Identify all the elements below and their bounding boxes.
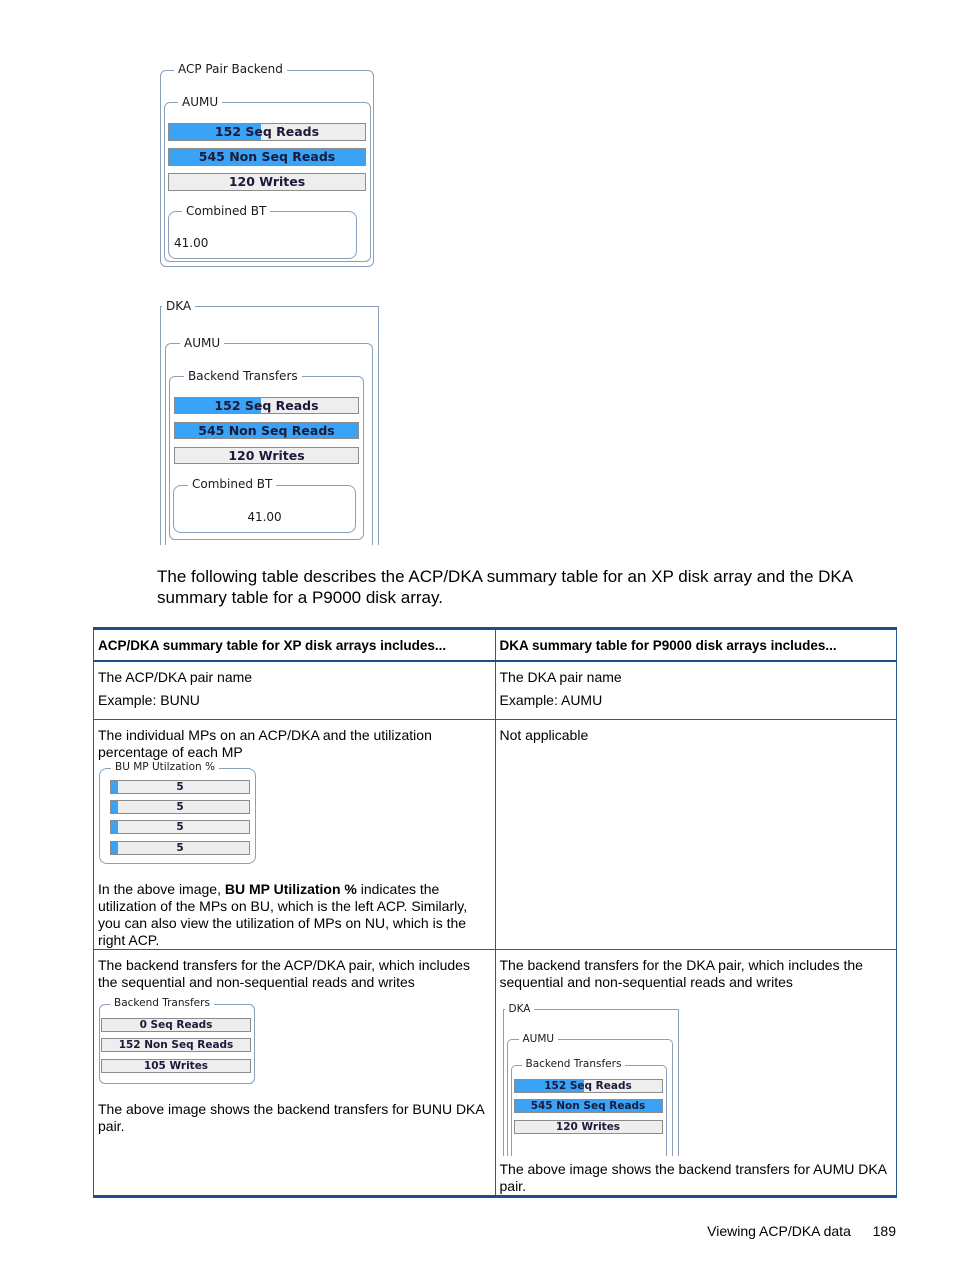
non-seq-reads-bar [174, 422, 359, 439]
seq-reads-bar [101, 1018, 251, 1032]
table-cell-text: The backend transfers for the ACP/DKA pair, which includes the sequential and non-sequential reads and writes [98, 956, 470, 990]
seq-reads-label: 152 Seq Reads [544, 1079, 632, 1092]
combined-bt-value: 41.00 [247, 510, 282, 524]
combined-bt-group [168, 211, 357, 259]
summary-table [93, 627, 897, 1198]
aumu-title: AUMU [519, 1034, 559, 1045]
mp-bar-label: 5 [176, 780, 184, 793]
seq-reads-label: 152 Seq Reads [214, 124, 320, 139]
backend-transfers-title: Backend Transfers [184, 370, 302, 382]
intro-paragraph: The following table describes the ACP/DKA summary table for an XP disk array and the DKA summary table for a P9000 disk array. [157, 567, 853, 607]
combined-bt-group [173, 485, 356, 533]
page-footer [707, 1223, 896, 1239]
mp-bar [110, 820, 250, 834]
writes-label: 120 Writes [228, 448, 305, 463]
aumu-backend-note: The above image shows the backend transfers for AUMU DKA pair. [499, 1160, 887, 1194]
aumu-title: AUMU [180, 337, 224, 349]
acp-pair-backend-title: ACP Pair Backend [174, 63, 287, 75]
dka-title: DKA [505, 1004, 535, 1015]
table-cell-text: The ACP/DKA pair name [98, 669, 253, 685]
non-seq-reads-bar [168, 148, 366, 166]
combined-bt-value: 41.00 [174, 236, 209, 250]
combined-bt-title: Combined BT [188, 478, 276, 490]
non-seq-reads-bar [101, 1038, 251, 1052]
mp-bar-label: 5 [176, 800, 184, 813]
dka-title: DKA [162, 300, 195, 312]
footer-section-title: Viewing ACP/DKA data [707, 1223, 851, 1239]
table-cell-text: The backend transfers for the DKA pair, which includes the sequential and non-sequential reads and writes [499, 956, 863, 990]
backend-transfers-title: Backend Transfers [522, 1059, 626, 1070]
mp-bar-label: 5 [176, 841, 184, 854]
table-cell-text: Not applicable [499, 726, 589, 743]
mp-bar-label: 5 [176, 820, 184, 833]
table-cell-text: The individual MPs on an ACP/DKA and the utilization percentage of each MP [98, 726, 432, 760]
non-seq-reads-bar [514, 1099, 663, 1113]
non-seq-reads-label: 152 Non Seq Reads [118, 1038, 234, 1051]
seq-reads-bar [174, 397, 359, 414]
seq-reads-bar [514, 1079, 663, 1093]
table-header-row [94, 629, 897, 662]
note-text: indicates the utilization of the MPs on BU, which is the left ACP. Similarly, you can also view the utilization of MPs on NU, which is the right ACP. [98, 880, 468, 948]
writes-label: 120 Writes [228, 174, 306, 189]
table-row [94, 949, 897, 1196]
seq-reads-label: 0 Seq Reads [139, 1018, 213, 1031]
mp-bar [110, 800, 250, 814]
note-text: In the above image, [98, 880, 225, 897]
table-row [94, 661, 897, 719]
mp-bar [110, 841, 250, 855]
writes-label: 105 Writes [143, 1059, 209, 1072]
writes-bar [168, 173, 366, 191]
aumu-title: AUMU [178, 96, 222, 108]
non-seq-reads-label: 545 Non Seq Reads [530, 1099, 646, 1112]
column-header: DKA summary table for P9000 disk arrays includes... [495, 629, 897, 662]
table-cell-text: Example: BUNU [98, 692, 200, 708]
seq-reads-bar [168, 123, 366, 141]
writes-bar [514, 1120, 663, 1134]
bunu-backend-transfers-figure [98, 991, 491, 1101]
table-cell-text: Example: AUMU [499, 692, 603, 708]
table-row [94, 719, 897, 949]
column-header: ACP/DKA summary table for XP disk arrays includes... [94, 629, 496, 662]
note-bold-term: BU MP Utilization % [224, 880, 357, 897]
writes-label: 120 Writes [555, 1120, 621, 1133]
mp-bar [110, 780, 250, 794]
non-seq-reads-label: 545 Non Seq Reads [198, 423, 335, 438]
combined-bt-title: Combined BT [182, 205, 270, 217]
backend-transfers-title: Backend Transfers [110, 998, 214, 1009]
mp-utilization-note [98, 881, 491, 949]
table-cell-text: The DKA pair name [499, 669, 622, 685]
mp-utilization-figure [98, 761, 491, 881]
page-number: 189 [872, 1223, 896, 1239]
non-seq-reads-label: 545 Non Seq Reads [198, 149, 336, 164]
writes-bar [174, 447, 359, 464]
writes-bar [101, 1059, 251, 1073]
seq-reads-label: 152 Seq Reads [214, 398, 319, 413]
bunu-backend-note: The above image shows the backend transfers for BUNU DKA pair. [98, 1100, 484, 1134]
aumu-backend-transfers-figure [500, 991, 893, 1156]
mp-utilization-title: BU MP Utilzation % [111, 762, 219, 773]
